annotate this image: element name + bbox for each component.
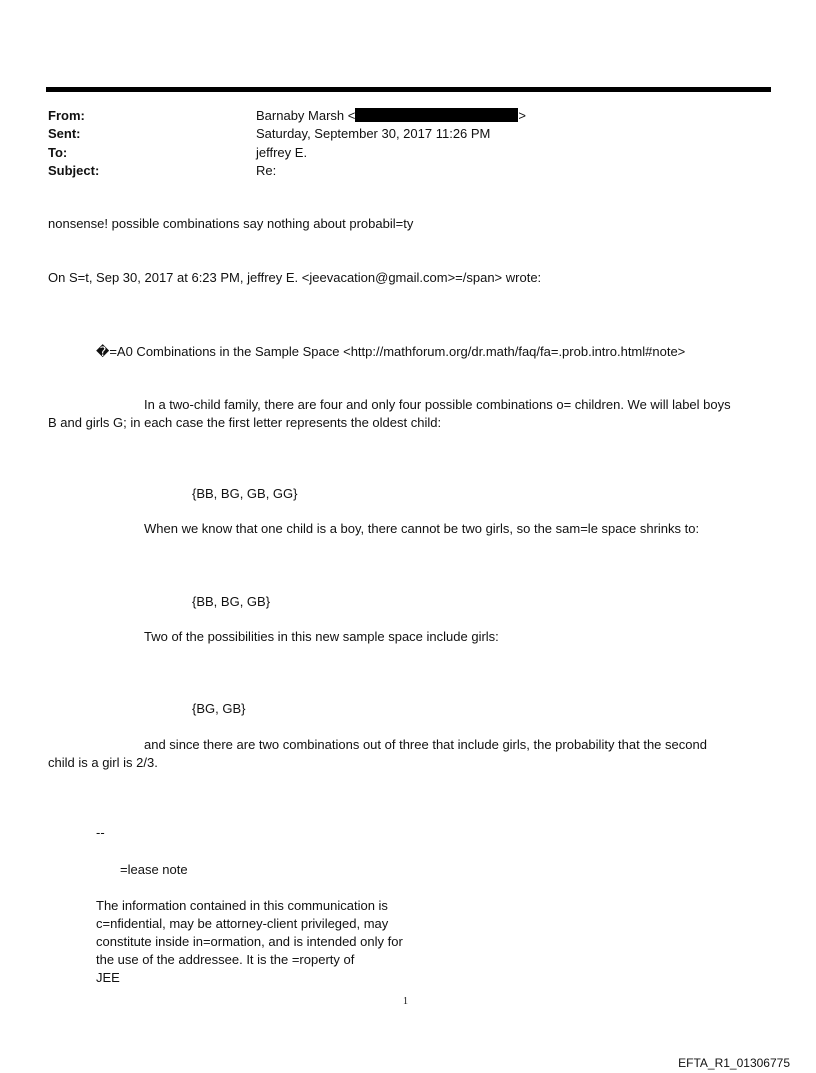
- para2: When we know that one child is a boy, there cannot be two girls, so the sam=le space shrinks to:: [144, 521, 700, 536]
- set-1: {BB, BG, GB, GG}: [192, 486, 298, 501]
- disclaimer-line: c=nfidential, may be attorney-client privileged, may: [96, 916, 389, 931]
- header-rule: [46, 87, 771, 92]
- sent-value: Saturday, September 30, 2017 11:26 PM: [256, 126, 491, 141]
- section-title: �=A0 Combinations in the Sample Space <http://mathforum.org/dr.math/faq/fa=.prob.intro.html#note>: [96, 344, 686, 359]
- disclaimer-line: The information contained in this communication is: [96, 898, 388, 913]
- redaction-box: [355, 108, 518, 122]
- from-value: [256, 108, 526, 123]
- set-3: {BG, GB}: [192, 701, 246, 716]
- subject-label: Subject:: [48, 163, 100, 178]
- disclaimer-line: the use of the addressee. It is the =roperty of: [96, 952, 355, 967]
- para4-line2: child is a girl is 2/3.: [48, 755, 158, 770]
- document-id: EFTA_R1_01306775: [678, 1056, 790, 1070]
- to-value: jeffrey E.: [256, 145, 308, 160]
- from-label: From:: [48, 108, 85, 123]
- signature-dash: --: [96, 825, 105, 840]
- disclaimer-line: JEE: [96, 970, 120, 985]
- quote-intro: On S=t, Sep 30, 2017 at 6:23 PM, jeffrey E. <jeevacation@gmail.com>=/span> wrote:: [48, 270, 542, 285]
- to-label: To:: [48, 145, 68, 160]
- para3: Two of the possibilities in this new sample space include girls:: [144, 629, 499, 644]
- sender-close: >: [518, 108, 526, 123]
- reply-text: nonsense! possible combinations say nothing about probabil=ty: [48, 216, 414, 231]
- sent-label: Sent:: [48, 126, 81, 141]
- para4-line1: and since there are two combinations out of three that include girls, the probability that the second: [144, 737, 707, 752]
- set-2: {BB, BG, GB}: [192, 594, 271, 609]
- disclaimer-line: constitute inside in=ormation, and is intended only for: [96, 934, 403, 949]
- please-note: =lease note: [120, 862, 188, 877]
- sender-name: Barnaby Marsh <: [256, 108, 356, 123]
- subject-value: Re:: [256, 163, 277, 178]
- page-number: 1: [403, 996, 408, 1007]
- para1-line1: In a two-child family, there are four and only four possible combinations o= children. We will label boys: [144, 397, 731, 412]
- para1-line2: B and girls G; in each case the first letter represents the oldest child:: [48, 415, 442, 430]
